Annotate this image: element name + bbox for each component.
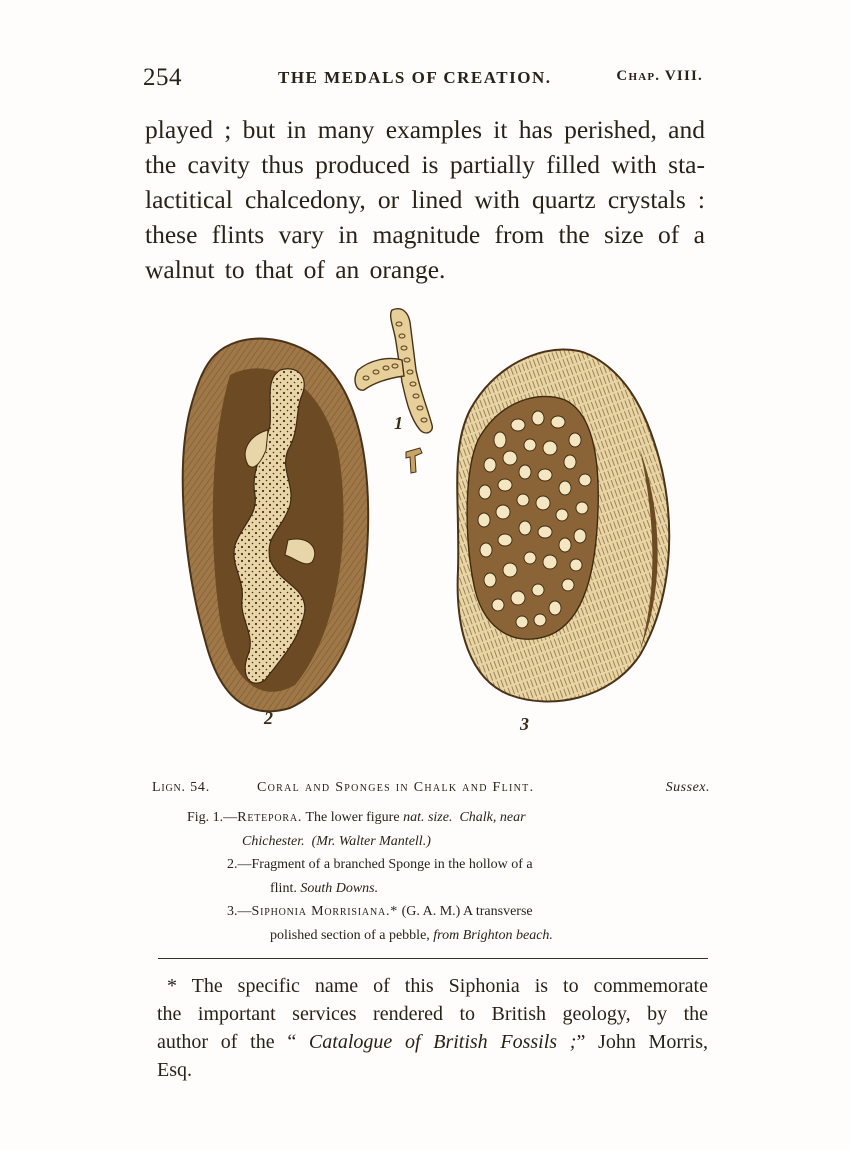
running-head — [143, 62, 703, 96]
page-number: 254 — [143, 64, 182, 91]
footnote — [157, 972, 708, 1084]
body-line: these flints vary in magnitude from the size of a — [145, 220, 705, 249]
body-line: lactitical chalcedony, or lined with quartz crystals : — [145, 185, 705, 214]
plate-caption-heading — [152, 780, 710, 802]
caption-fig1-line1: Fig. 1.—Retepora. The lower figure nat. size. Chalk, near — [187, 810, 526, 825]
body-paragraph — [145, 112, 705, 287]
caption-fig2-line2: flint. South Downs. — [270, 880, 379, 896]
footnote-line: the important services rendered to British geology, by the — [157, 1003, 708, 1025]
plate-reference: Lign. 54. — [152, 780, 211, 795]
caption-fig1-line2: Chichester. (Mr. Walter Mantell.) — [242, 833, 431, 849]
figure-3-siphonia-section — [457, 350, 669, 702]
engraved-plate — [170, 300, 690, 740]
caption-fig3-line1: 3.—Siphonia Morrisiana.* (G. A. M.) A transverse — [227, 904, 533, 919]
running-title: THE MEDALS OF CREATION. — [278, 68, 552, 87]
footnote-line: Esq. — [157, 1059, 192, 1081]
figure-1-retepora — [355, 309, 432, 473]
caption-fig3-line2: polished section of a pebble, from Brighton beach. — [270, 927, 553, 943]
body-line: the cavity thus produced is partially filled with sta- — [145, 150, 705, 179]
figure-number-1: 1 — [394, 413, 403, 433]
body-line: walnut to that of an orange. — [145, 255, 446, 284]
plate-illustration — [170, 300, 690, 740]
chapter-reference: Chap. VIII. — [616, 68, 703, 84]
caption-fig2-line1: 2.—Fragment of a branched Sponge in the hollow of a — [227, 857, 533, 872]
footnote-divider — [158, 958, 708, 959]
plate-title: Coral and Sponges in Chalk and Flint. — [257, 780, 535, 795]
species-name: Retepora. — [237, 810, 303, 825]
footnote-line: * The specific name of this Siphonia is to commemorate — [167, 975, 708, 997]
figure-number-3: 3 — [520, 714, 529, 734]
body-line: played ; but in many examples it has perished, and — [145, 115, 705, 144]
book-title: Catalogue of British Fossils ; — [308, 1031, 577, 1053]
species-name: Siphonia Morrisiana.* — [251, 904, 399, 919]
footnote-line: author of the “ Catalogue of British Fossils ;” John Morris, — [157, 1031, 708, 1053]
figure-number-2: 2 — [264, 708, 273, 728]
plate-locality: Sussex. — [665, 780, 710, 795]
figure-2-flint — [183, 339, 368, 712]
